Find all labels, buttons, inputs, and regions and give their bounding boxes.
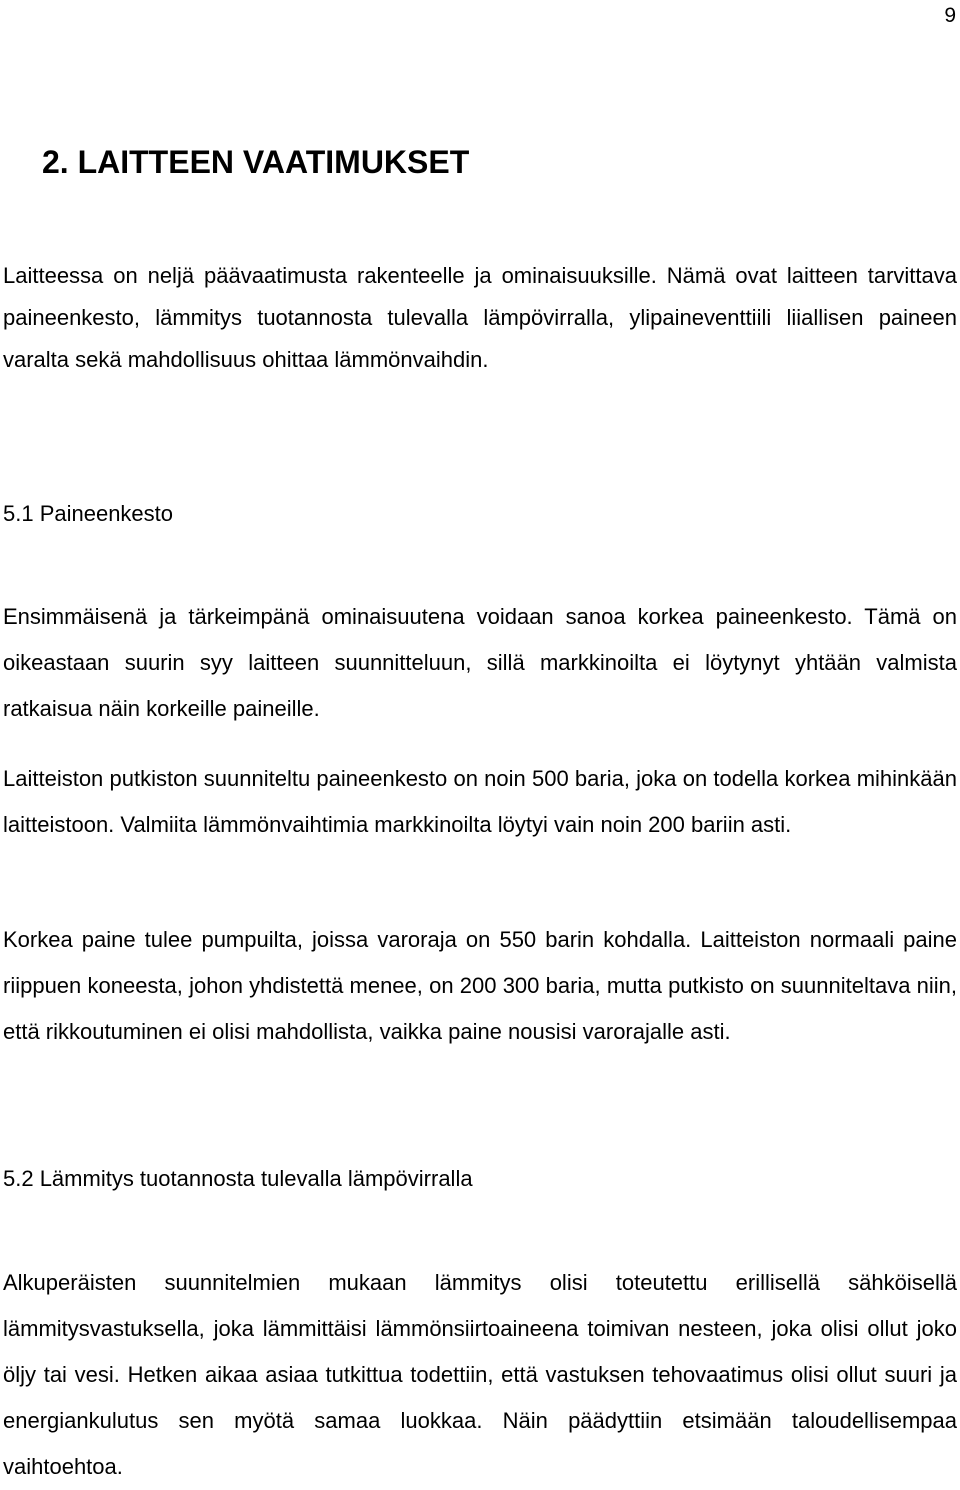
section-1-paragraph-2: Laitteiston putkiston suunniteltu paineenkesto on noin 500 baria, joka on todella korkea mihinkään laitteistoon. Valmiita lämmönvaihtimia markkinoilta löytyi vain noin 200 bariin asti. [3, 766, 957, 837]
section-1-paragraph-3: Korkea paine tulee pumpuilta, joissa varoraja on 550 barin kohdalla. Laitteiston normaali paine riippuen koneesta, johon yhdistettä menee, on 200 300 baria, mutta putkisto on suunniteltava niin, että rikkoutuminen ei olisi mahdollista, vaikka paine nousisi varorajalle asti. [3, 927, 957, 1044]
page-number: 9 [944, 4, 956, 27]
section-1-paragraph-1: Ensimmäisenä ja tärkeimpänä ominaisuutena voidaan sanoa korkea paineenkesto. Tämä on oikeastaan suurin syy laitteen suunnitteluun, sillä markkinoilta ei löytynyt yhtään valmista ratkaisua näin korkeille paineille. [3, 604, 957, 721]
section-1-heading: 5.1 Paineenkesto [3, 501, 174, 526]
section-2-heading: 5.2 Lämmitys tuotannosta tulevalla lämpövirralla [3, 1166, 473, 1191]
chapter-title: 2. LAITTEEN VAATIMUKSET [42, 144, 470, 180]
section-2-paragraph-1: Alkuperäisten suunnitelmien mukaan lämmitys olisi toteutettu erillisellä sähköisellä lämmitysvastuksella, joka lämmittäisi lämmönsiirtoaineena toimivan nesteen, joka olisi ollut joko öljy tai vesi. Hetken aikaa asiaa tutkittua todettiin, että vastuksen tehovaatimus olisi ollut suuri ja energiankulutus sen myötä samaa luokkaa. Näin päädyttiin etsimään taloudellisempaa vaihtoehtoa. [3, 1270, 957, 1479]
intro-paragraph: Laitteessa on neljä päävaatimusta rakenteelle ja ominaisuuksille. Nämä ovat laitteen tarvittava paineenkesto, lämmitys tuotannosta tulevalla lämpövirralla, ylipaineventtiili liiallisen paineen varalta sekä mahdollisuus ohittaa lämmönvaihdin. [3, 263, 957, 372]
